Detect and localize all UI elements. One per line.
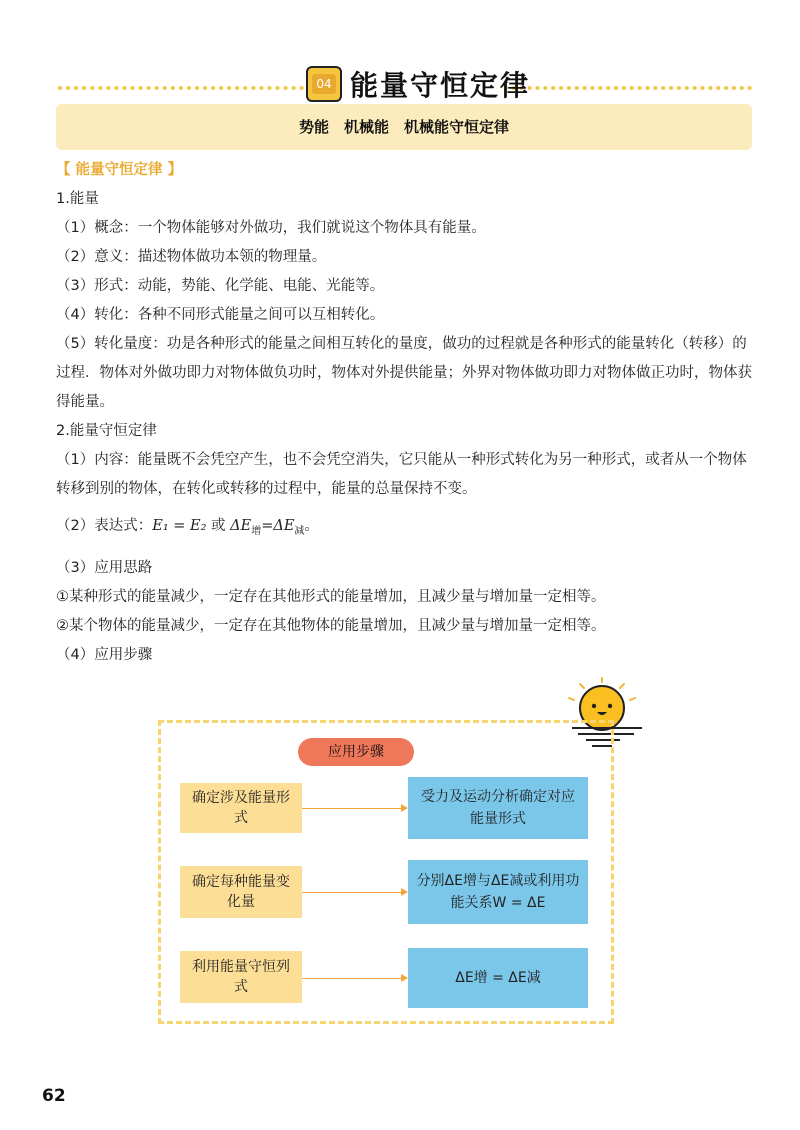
formula-e1-e2: E₁ = E₂ <box>152 518 207 534</box>
step-1-left-box: 确定涉及能量形式 <box>180 783 302 833</box>
paragraph: （3）形式：动能，势能、化学能、电能、光能等。 <box>56 278 385 294</box>
section-title-bar: 势能 机械能 机械能守恒定律 <box>56 104 752 150</box>
step-3-right-box: ΔE增 = ΔE减 <box>408 948 588 1008</box>
paragraph: （2）意义：描述物体做功本领的物理量。 <box>56 249 327 265</box>
diagram-title: 应用步骤 <box>298 738 414 766</box>
chapter-number: 04 <box>312 74 336 94</box>
body-text <box>56 156 756 670</box>
paragraph: （1）内容：能量既不会凭空产生，也不会凭空消失，它只能从一种形式转化为另一种形式，或者从一个物体转移到别的物体，在转化或转移的过程中，能量的总量保持不变。 <box>56 452 747 497</box>
step-3-arrow <box>302 978 406 979</box>
paragraph: （1）概念：一个物体能够对外做功，我们就说这个物体具有能量。 <box>56 220 486 236</box>
heading-conservation: 2.能量守恒定律 <box>56 423 157 439</box>
step-3-left-box: 利用能量守恒列式 <box>180 951 302 1003</box>
section-heading: 【 能量守恒定律 】 <box>56 162 183 178</box>
step-1-arrow <box>302 808 406 809</box>
header-dotted-line-left <box>58 86 304 90</box>
chapter-badge <box>306 66 342 102</box>
paragraph: （5）转化量度：功是各种形式的能量之间相互转化的量度，做功的过程就是各种形式的能量转化（转移）的过程．物体对外做功即力对物体做负功时，物体对外提供能量；外界对物体做功即力对物体做正功时，物体获得能量。 <box>56 336 752 410</box>
heading-energy: 1.能量 <box>56 191 99 207</box>
paragraph: （4）转化：各种不同形式能量之间可以互相转化。 <box>56 307 385 323</box>
step-2-left-box: 确定每种能量变化量 <box>180 866 302 918</box>
step-1-right-box: 受力及运动分析确定对应能量形式 <box>408 777 588 839</box>
paragraph: （3）应用思路 <box>56 559 153 576</box>
formula-line: （2）表达式：E₁ = E₂ 或 $\Delta E_增=\Delta E_减$。 <box>56 518 319 537</box>
paragraph: （4）应用步骤 <box>56 646 153 663</box>
page-number: 62 <box>42 1086 66 1106</box>
step-2-right-box: 分别ΔE增与ΔE减或利用功能关系W = ΔE <box>408 860 588 924</box>
step-2-arrow <box>302 892 406 893</box>
paragraph: ①某种形式的能量减少，一定存在其他形式的能量增加，且减少量与增加量一定相等。 <box>56 588 606 605</box>
header-dotted-line-right <box>504 86 752 90</box>
chapter-title: 能量守恒定律 <box>350 69 531 102</box>
paragraph: ②某个物体的能量减少，一定存在其他物体的能量增加，且减少量与增加量一定相等。 <box>56 617 606 634</box>
